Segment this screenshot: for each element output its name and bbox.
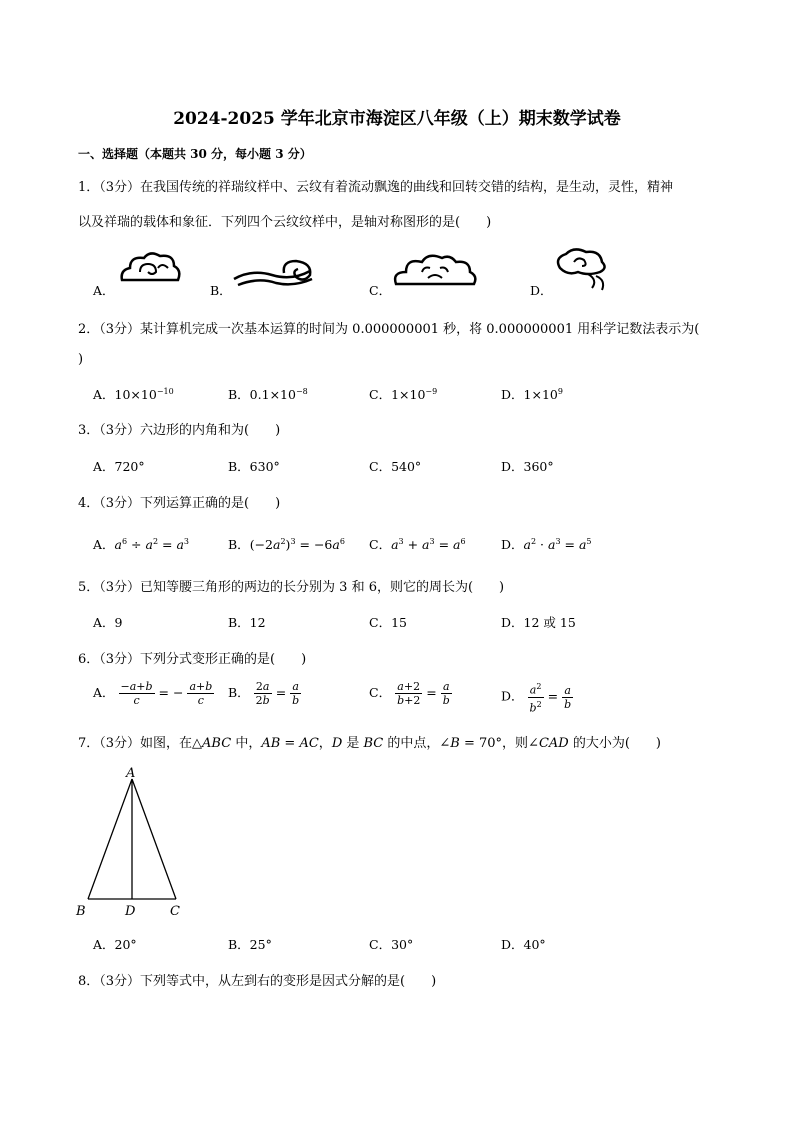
q7-option-d: D．40° xyxy=(501,937,546,952)
q5-option-a: A．9 xyxy=(93,615,123,630)
q5-option-d: D．12 或 15 xyxy=(501,615,576,630)
q6-option-c: C． $\frac{a+2}{b+2}$ = $\frac{a}{b}$ xyxy=(369,680,450,707)
side-ab xyxy=(88,779,132,899)
cloud-c-icon xyxy=(392,250,478,290)
vertex-a-label: A xyxy=(126,766,136,781)
q4-option-b: B．$(-2a^2)^3 = -6a^6$ xyxy=(228,536,345,552)
triangle-figure xyxy=(72,765,192,920)
cloud-a-icon xyxy=(118,250,184,286)
vertex-d-label: D xyxy=(125,904,136,919)
q2-option-c: C．$1\times 10^{-9}$ xyxy=(369,386,438,402)
q1-stem-line1: 1．（3分）在我国传统的祥瑞纹样中、云纹有着流动飘逸的曲线和回转交错的结构，是生动，灵性，精神 xyxy=(78,180,674,195)
q4-option-a: A．$a^6 \div a^2 = a^3$ xyxy=(93,536,190,552)
side-ac xyxy=(132,779,176,899)
section-heading: 一、选择题（本题共 30 分，每小题 3 分） xyxy=(78,147,312,161)
q2-stem-line1: 2．（3分）某计算机完成一次基本运算的时间为 0.000000001 秒，将 0.000000001 用科学记数法表示为( xyxy=(78,322,700,337)
q5-option-c: C．15 xyxy=(369,615,407,630)
q2-option-b: B．$0.1\times 10^{-8}$ xyxy=(228,386,308,402)
q1-option-b: B． xyxy=(210,283,232,298)
q7-option-c: C．30° xyxy=(369,937,414,952)
q3-option-c: C．540° xyxy=(369,459,422,474)
q7-option-b: B．25° xyxy=(228,937,272,952)
q1-option-d: D． xyxy=(530,283,553,298)
q1-stem-line2: 以及祥瑞的载体和象征．下列四个云纹纹样中，是轴对称图形的是( ) xyxy=(78,215,492,230)
q7-option-a: A．20° xyxy=(93,937,137,952)
q4-option-c: C．$a^3 + a^3 = a^6$ xyxy=(369,536,466,552)
q5-stem: 5．（3分）已知等腰三角形的两边的长分别为 3 和 6，则它的周长为( ) xyxy=(78,580,505,595)
q1-option-c: C． xyxy=(369,283,392,298)
page-title: 2024-2025 学年北京市海淀区八年级（上）期末数学试卷 xyxy=(173,109,621,129)
q2-option-a: A．$10\times 10^{-10}$ xyxy=(93,386,174,402)
q8-stem: 8．（3分）下列等式中，从左到右的变形是因式分解的是( ) xyxy=(78,974,437,989)
vertex-c-label: C xyxy=(170,904,180,919)
q3-option-a: A．720° xyxy=(93,459,145,474)
q5-option-b: B．12 xyxy=(228,615,266,630)
q4-option-d: D．$a^2 \cdot a^3 = a^5$ xyxy=(501,536,592,552)
q3-option-d: D．360° xyxy=(501,459,554,474)
q2-option-d: D．$1\times 10^9$ xyxy=(501,386,563,402)
q4-stem: 4．（3分）下列运算正确的是( ) xyxy=(78,496,281,511)
q1-option-a: A． xyxy=(93,283,115,298)
q6-option-b: B． $\frac{2a}{2b}$ = $\frac{a}{b}$ xyxy=(228,680,300,707)
q6-option-d: D． $\frac{a^2}{b^2}$ = $\frac{a}{b}$ xyxy=(501,682,572,715)
cloud-d-icon xyxy=(554,246,610,292)
q7-stem: 7．（3分）如图，在△ABC 中，AB = AC，D 是 BC 的中点，∠B = 70°，则∠CAD 的大小为( ) xyxy=(78,736,661,751)
q3-stem: 3．（3分）六边形的内角和为( ) xyxy=(78,423,281,438)
q6-option-a: A． $\frac{-a+b}{c}$ = − $\frac{a+b}{c}$ xyxy=(93,680,213,707)
q6-stem: 6．（3分）下列分式变形正确的是( ) xyxy=(78,652,307,667)
q2-stem-line2: ) xyxy=(78,352,84,367)
vertex-b-label: B xyxy=(76,904,86,919)
cloud-b-icon xyxy=(232,257,316,289)
q3-option-b: B．630° xyxy=(228,459,280,474)
